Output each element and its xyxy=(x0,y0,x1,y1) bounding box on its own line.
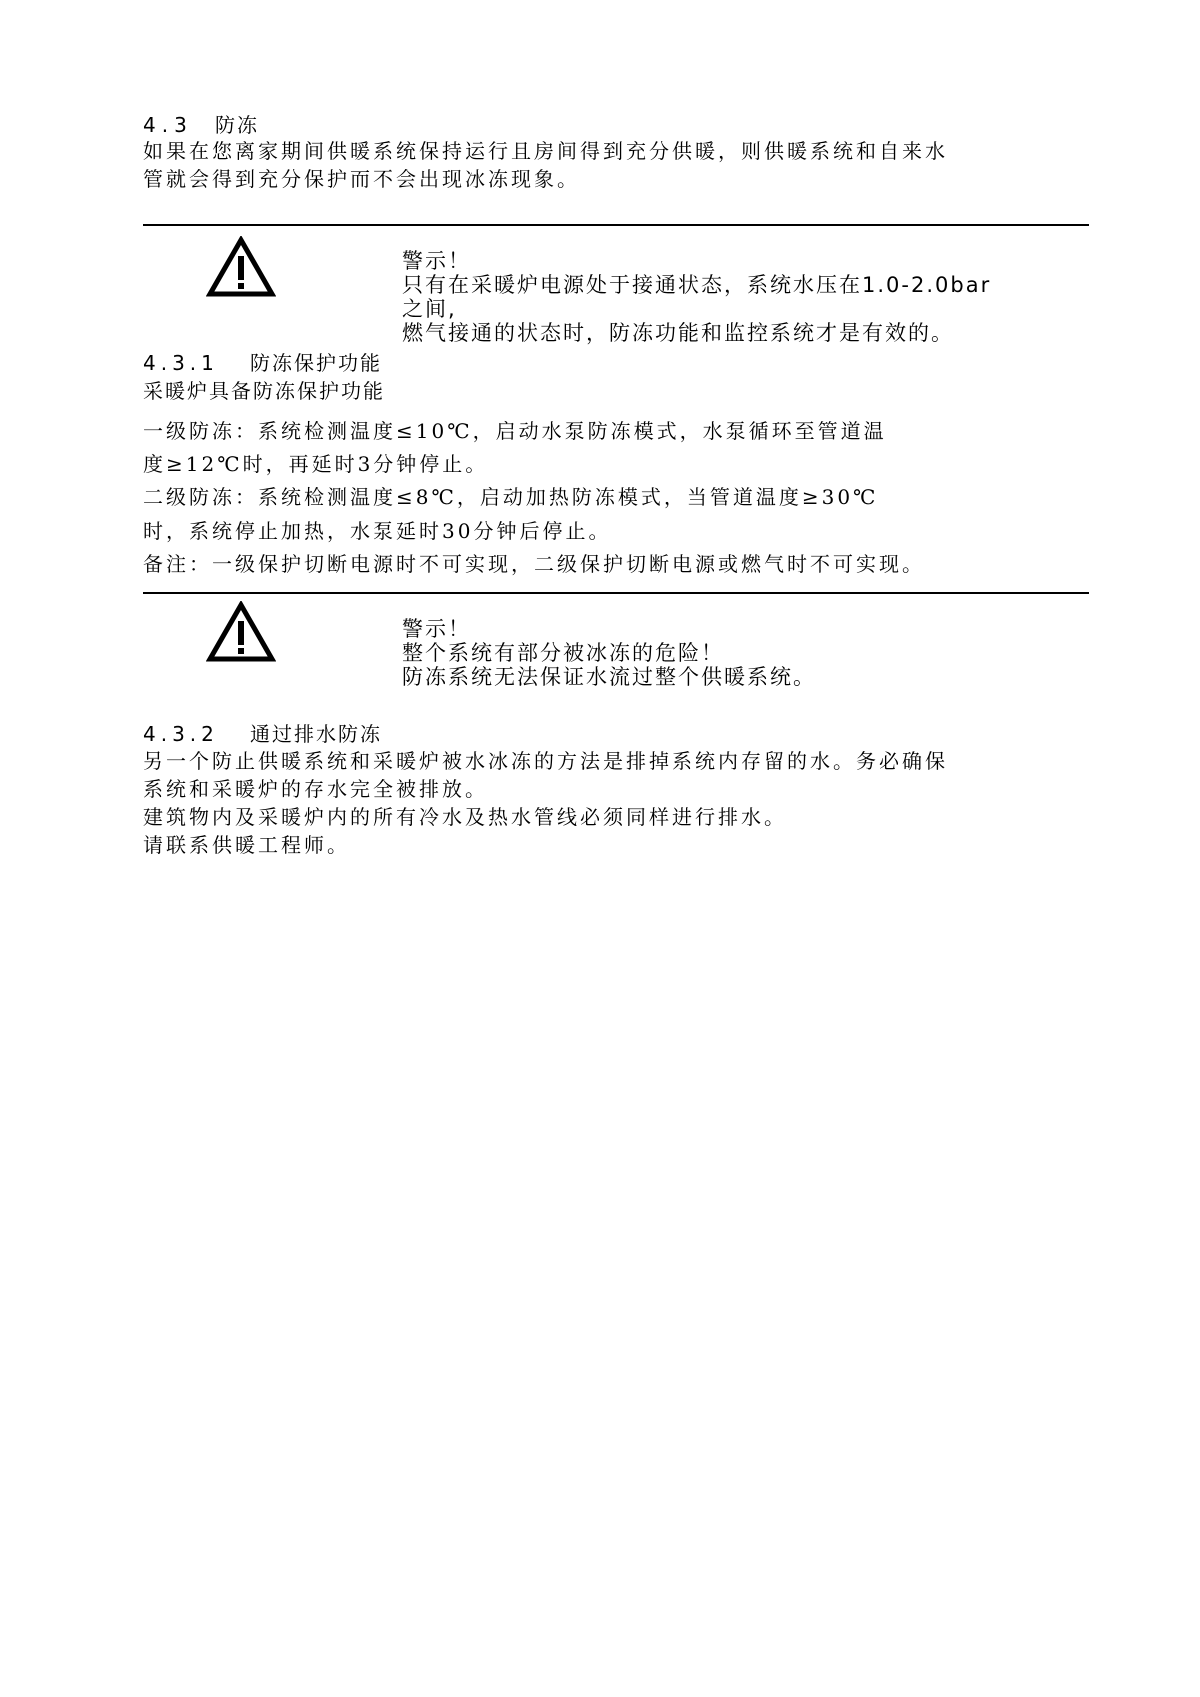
warning-heading: 警示！ xyxy=(402,249,471,273)
section-title: 防冻保护功能 xyxy=(250,351,382,375)
section-4-3-body-line-1: 如果在您离家期间供暖系统保持运行且房间得到充分供暖，则供暖系统和自来水 xyxy=(143,139,948,163)
section-4-3-2-heading xyxy=(143,721,382,747)
section-number: 4.3.1 xyxy=(143,351,219,375)
warning-line: 燃气接通的状态时，防冻功能和监控系统才是有效的。 xyxy=(402,321,954,345)
section-4-3-heading xyxy=(143,112,259,138)
section-4-3-2-body-line-2: 系统和采暖炉的存水完全被排放。 xyxy=(143,777,488,801)
warning-triangle-icon xyxy=(206,601,276,663)
warning-line: 整个系统有部分被冰冻的危险！ xyxy=(402,641,724,665)
section-number: 4.3 xyxy=(143,113,193,137)
level2-line-2: 时，系统停止加热，水泵延时30分钟后停止。 xyxy=(143,519,612,543)
divider-rule xyxy=(143,224,1089,226)
section-4-3-2-body-line-1: 另一个防止供暖系统和采暖炉被水冰冻的方法是排掉系统内存留的水。务必确保 xyxy=(143,749,948,773)
section-4-3-1-subtitle: 采暖炉具备防冻保护功能 xyxy=(143,379,385,403)
note-line: 备注：一级保护切断电源时不可实现，二级保护切断电源或燃气时不可实现。 xyxy=(143,552,925,576)
section-4-3-body-line-2: 管就会得到充分保护而不会出现冰冻现象。 xyxy=(143,167,580,191)
warning-triangle-icon xyxy=(206,236,276,298)
section-4-3-2-body-line-3: 建筑物内及采暖炉内的所有冷水及热水管线必须同样进行排水。 xyxy=(143,805,787,829)
section-4-3-2-body-line-4: 请联系供暖工程师。 xyxy=(143,833,350,857)
warning-line: 只有在采暖炉电源处于接通状态，系统水压在1.0-2.0bar xyxy=(402,273,992,297)
level2-line-1: 二级防冻：系统检测温度≤8℃，启动加热防冻模式，当管道温度≥30℃ xyxy=(143,485,879,509)
divider-rule xyxy=(143,592,1089,594)
warning-heading: 警示！ xyxy=(402,617,471,641)
level1-line-1: 一级防冻：系统检测温度≤10℃，启动水泵防冻模式，水泵循环至管道温 xyxy=(143,419,887,443)
section-number: 4.3.2 xyxy=(143,722,219,746)
section-title: 通过排水防冻 xyxy=(250,722,382,746)
section-4-3-1-heading xyxy=(143,350,382,376)
warning-line: 防冻系统无法保证水流过整个供暖系统。 xyxy=(402,665,816,689)
level1-line-2: 度≥12℃时，再延时3分钟停止。 xyxy=(143,452,489,476)
section-title: 防冻 xyxy=(215,113,259,137)
warning-line: 之间, xyxy=(402,297,457,321)
